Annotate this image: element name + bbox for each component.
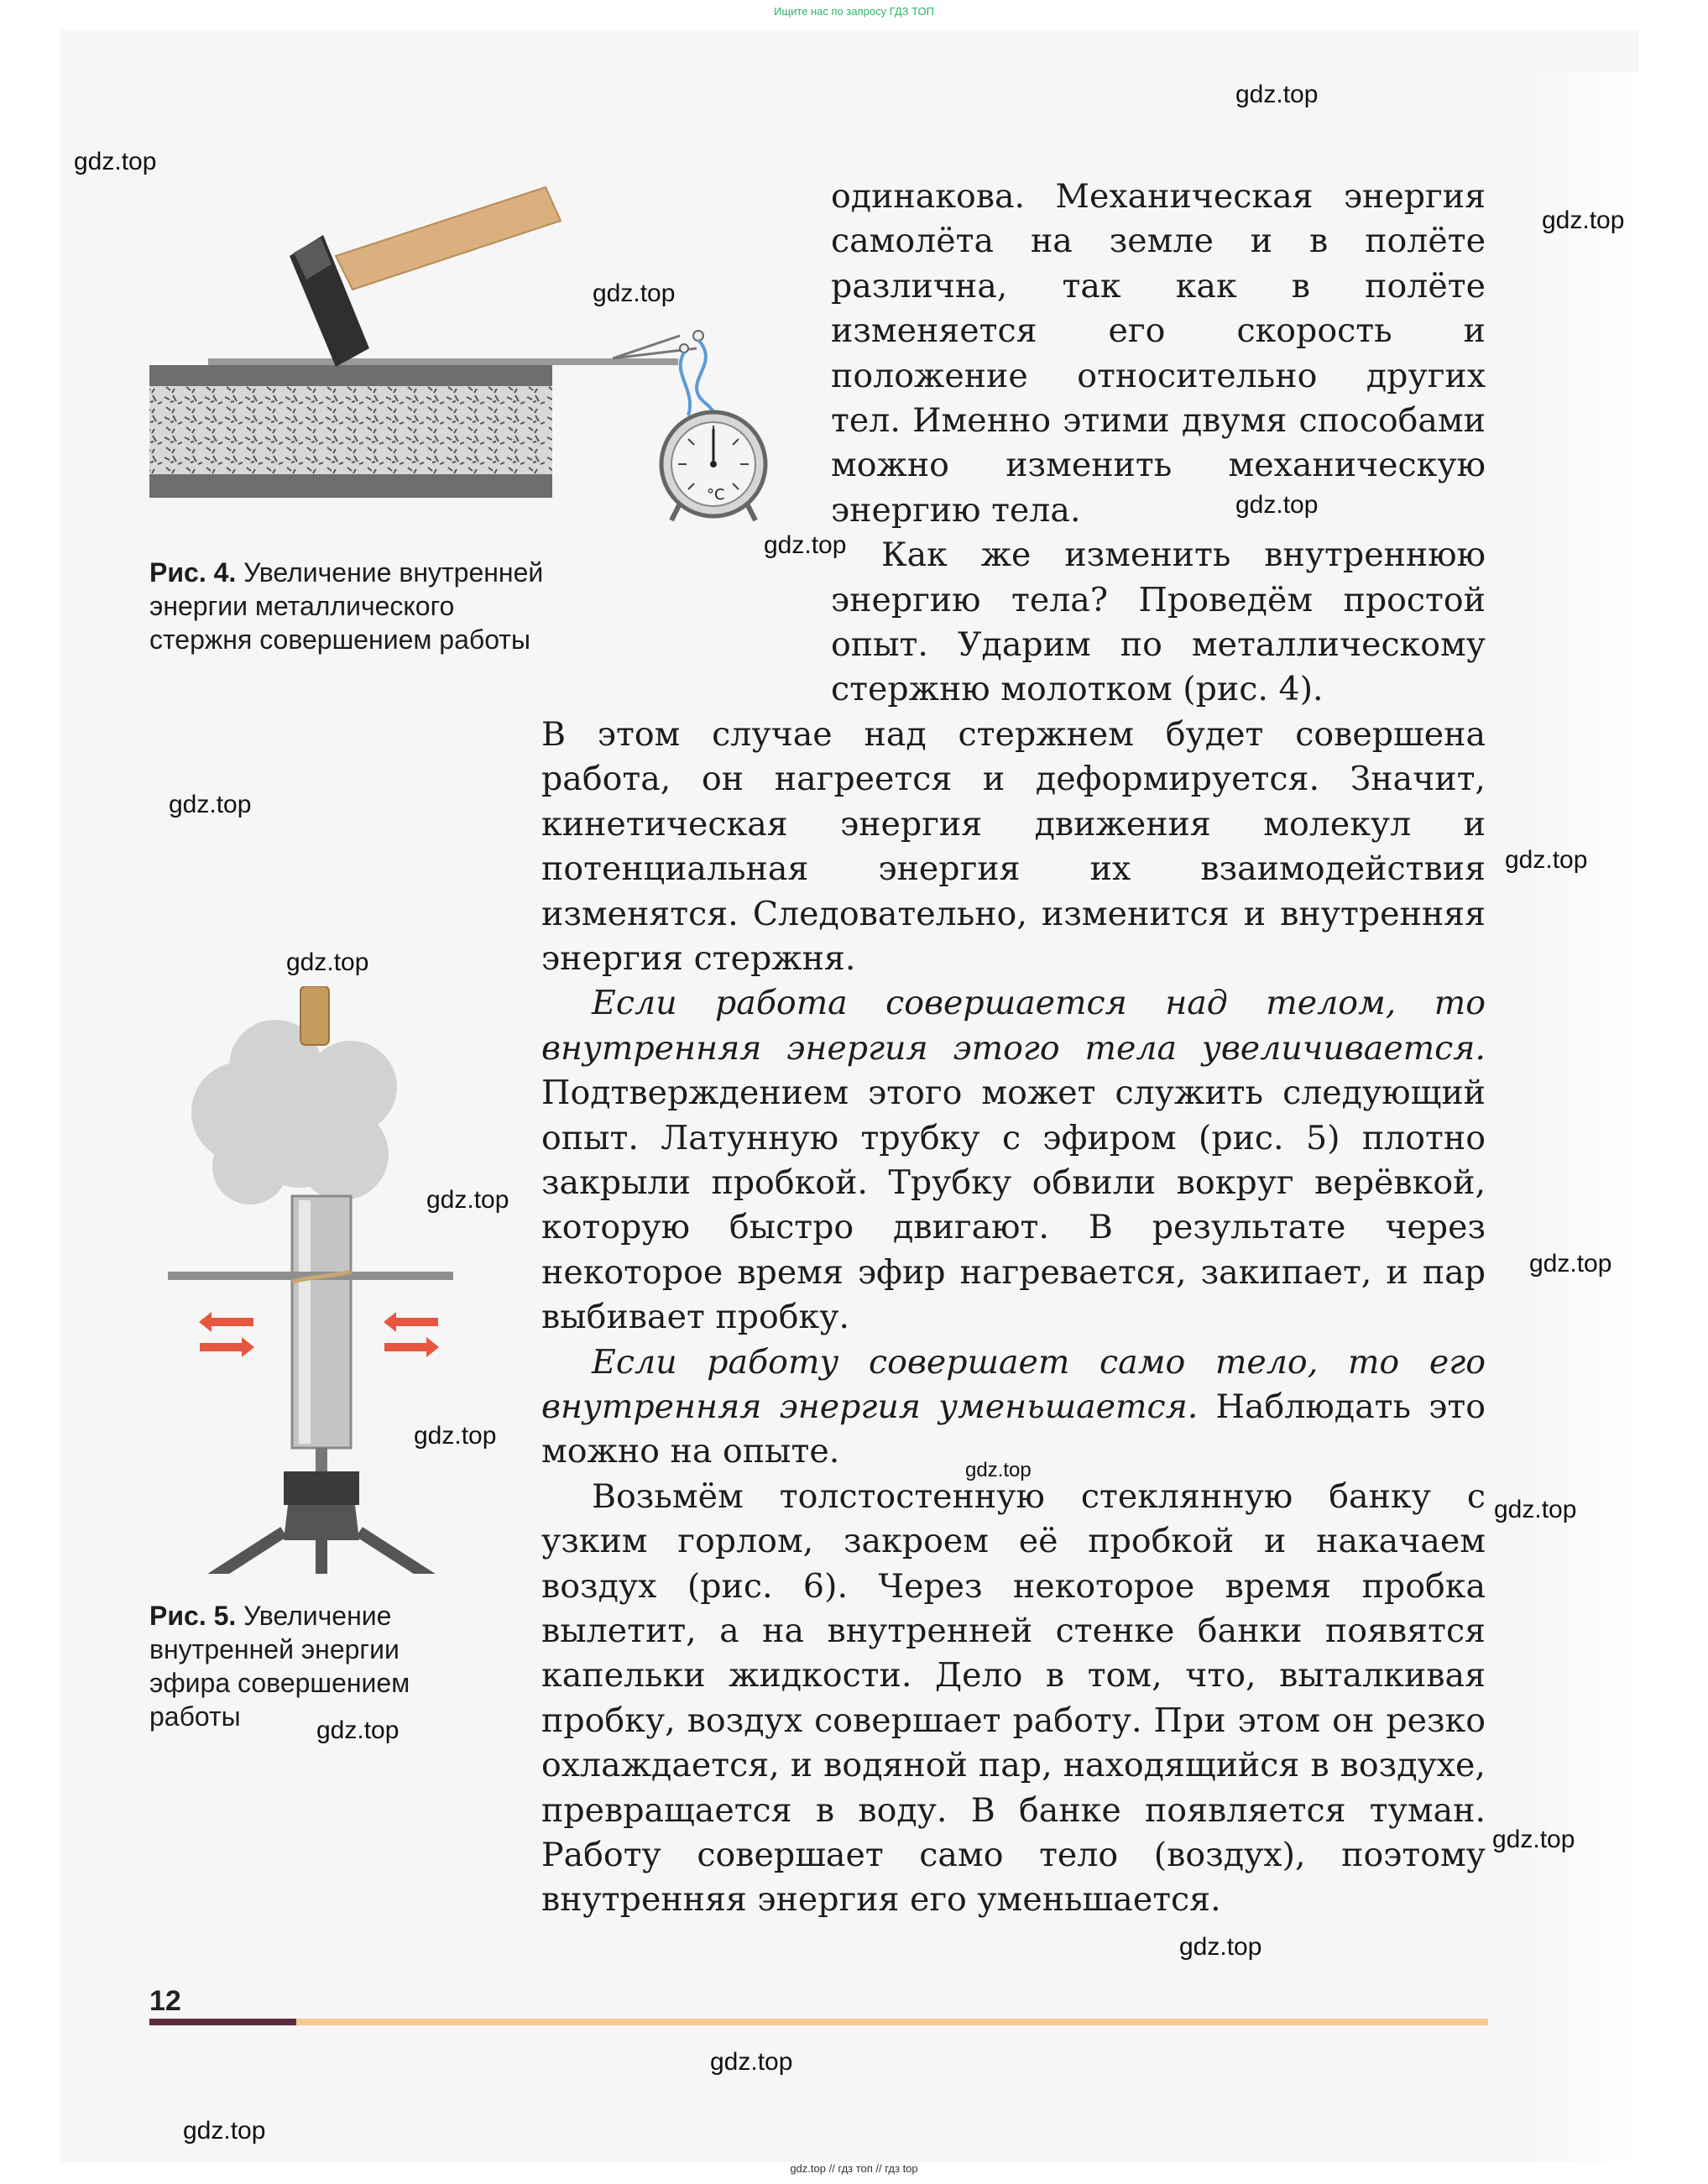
steam-cloud bbox=[191, 1020, 397, 1204]
insulation-layer bbox=[149, 386, 552, 474]
watermark: gdz.top bbox=[965, 1459, 1032, 1481]
paragraph-4-italic: Если работу совершает само тело, то его внутренняя энергия уменьшается. bbox=[541, 1342, 1486, 1426]
body-text bbox=[541, 175, 1486, 1923]
figure-5-label: Рис. 5. bbox=[149, 1601, 237, 1631]
watermark: gdz.top bbox=[1529, 1250, 1612, 1277]
watermark: gdz.top bbox=[593, 280, 676, 307]
watermark: gdz.top bbox=[426, 1186, 509, 1214]
watermark: gdz.top bbox=[414, 1422, 497, 1450]
hammer-icon bbox=[290, 187, 561, 367]
watermark: gdz.top bbox=[1494, 1496, 1577, 1523]
base-bottom-layer bbox=[149, 474, 552, 498]
paragraph-2b: В этом случае над стержнем будет совершена работа, он нагреется и деформируется. Значит, кинетическая энергия движения молекул и потенциальная энергия их взаимодействия изменятся. Следовательно, изменится и внутренняя энергия стержня. bbox=[541, 714, 1486, 978]
paragraph-3: Если работа совершается над телом, то внутренняя энергия этого тела увеличивается. Подтверждением этого может служить следующий опыт. Латунную трубку с эфиром (рис. 5) плотно закрыли пробкой. Трубку обвили вокруг верёвкой, которую быстро двигают. В результате через некоторое время эфир нагревается, закипает, и пар выбивает пробку. bbox=[541, 984, 1486, 1337]
paragraph-3-italic: Если работа совершается над телом, то внутренняя энергия этого тела увеличивается. bbox=[541, 984, 1486, 1068]
watermark: gdz.top bbox=[710, 2048, 793, 2076]
watermark: gdz.top bbox=[169, 791, 252, 818]
watermark: gdz.top bbox=[1235, 491, 1319, 519]
watermark: gdz.top bbox=[1492, 1826, 1575, 1853]
bottom-banner[interactable]: gdz.top // гдз топ // гдз top bbox=[790, 2162, 918, 2175]
figure-4-label: Рис. 4. bbox=[149, 557, 237, 588]
paragraph-4: Если работу совершает само тело, то его внутренняя энергия уменьшается. Наблюдать это можно на опыте. bbox=[541, 1342, 1486, 1471]
watermark: gdz.top bbox=[1542, 206, 1625, 234]
thermometer-unit: °C bbox=[707, 486, 725, 504]
watermark: gdz.top bbox=[1235, 81, 1319, 108]
watermark: gdz.top bbox=[1179, 1933, 1262, 1961]
watermark: gdz.top bbox=[183, 2117, 266, 2145]
cork bbox=[300, 986, 329, 1045]
paragraph-2a: Как же изменить внутреннюю энергию тела? Проведём простой опыт. Ударим по металлическому стержню молотком (рис. 4). bbox=[831, 536, 1486, 709]
paragraph-5: Возьмём толстостенную стеклянную банку с узким горлом, закроем её пробкой и накачаем воздух (рис. 6). Через некоторое время пробка вылетит, а на внутренней стенке банки появятся капельки жидкости. Дело в том, что, выталкивая пробку, воздух совершает работу. При этом он резко охлаждается, и водяной пар, находящийся в воздухе, превращается в воду. В банке появляется туман. Работу совершает само тело (воздух), поэтому внутренняя энергия его уменьшается. bbox=[541, 1476, 1486, 1920]
page-number: 12 bbox=[149, 1985, 181, 2017]
watermark: gdz.top bbox=[286, 948, 369, 976]
stand-base bbox=[284, 1471, 359, 1505]
footer-line bbox=[149, 2019, 1488, 2025]
watermark: gdz.top bbox=[1505, 846, 1588, 874]
watermark: gdz.top bbox=[316, 1716, 400, 1744]
figure-5-caption: Рис. 5. Увеличение внутренней энергии эфира совершением работы bbox=[149, 1601, 410, 1732]
paragraph-1: одинакова. Механическая энергия самолёта на земле и в полёте различна, так как в полёте изменяется его скорость и положение относительно других тел. Именно этими двумя способами можно изменить механическую энергию тела. bbox=[831, 177, 1486, 530]
figure-4-caption: Рис. 4. Увеличение внутренней энергии металлического стержня совершением работы bbox=[149, 557, 544, 655]
watermark: gdz.top bbox=[74, 148, 157, 175]
top-banner[interactable]: Ищите нас по запросу ГДЗ ТОП bbox=[774, 5, 934, 18]
watermark: gdz.top bbox=[764, 531, 847, 559]
base-top-layer bbox=[149, 365, 552, 386]
figure-5-illustration bbox=[149, 986, 485, 1574]
